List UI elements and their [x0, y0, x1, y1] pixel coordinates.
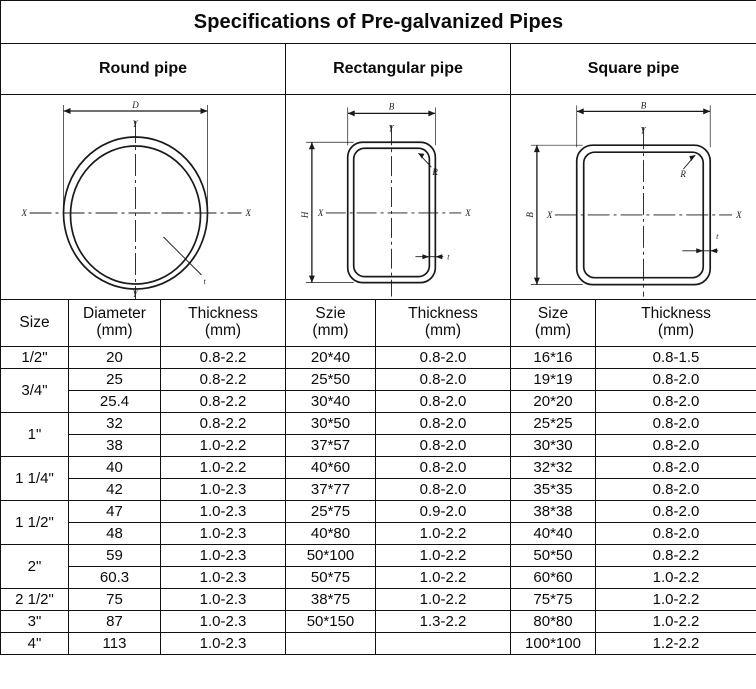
- pipe-type-round: Round pipe: [1, 44, 286, 95]
- square-width-label: B: [640, 100, 647, 111]
- cell-round-diameter: 60.3: [69, 567, 161, 589]
- cell-rect-size: 50*75: [286, 567, 376, 589]
- column-header-row: [1, 300, 756, 347]
- cell-rect-size: 25*50: [286, 369, 376, 391]
- cell-size: 2 1/2": [1, 589, 69, 611]
- cell-square-size: 80*80: [511, 611, 596, 633]
- cell-round-diameter: 48: [69, 523, 161, 545]
- rect-width-label: B: [388, 101, 395, 112]
- cell-rect-thickness: 0.8-2.0: [376, 391, 511, 413]
- cell-square-thickness: 0.8-2.0: [596, 391, 756, 413]
- cell-size: 3/4": [1, 369, 69, 413]
- column-header-round-diameter-line2: (mm): [96, 322, 133, 339]
- column-header-rect-thickness-line2: (mm): [424, 322, 462, 339]
- cell-rect-size: 30*50: [286, 413, 376, 435]
- cell-square-thickness: 0.8-2.0: [596, 413, 756, 435]
- column-header-square-thickness: [596, 300, 756, 347]
- cell-rect-size: 40*80: [286, 523, 376, 545]
- cell-square-size: 40*40: [511, 523, 596, 545]
- table-row: [1, 435, 756, 457]
- square-axis-y-top-label: Y: [640, 125, 646, 136]
- column-header-rect-size-line2: (mm): [312, 322, 349, 339]
- cell-rect-size: 30*40: [286, 391, 376, 413]
- cell-square-size: 75*75: [511, 589, 596, 611]
- rect-radius-label: R: [432, 167, 438, 178]
- column-header-round-thickness: [161, 300, 286, 347]
- square-thickness-label: t: [716, 231, 719, 241]
- round-axis-x-right-label: X: [245, 208, 251, 218]
- cell-round-diameter: 75: [69, 589, 161, 611]
- page-title: Specifications of Pre-galvanized Pipes: [1, 1, 756, 44]
- cell-rect-size: 37*57: [286, 435, 376, 457]
- cell-round-diameter: 25: [69, 369, 161, 391]
- cell-round-diameter: 47: [69, 501, 161, 523]
- cell-round-thickness: 1.0-2.3: [161, 501, 286, 523]
- cell-square-thickness: 1.0-2.2: [596, 589, 756, 611]
- cell-round-diameter: 42: [69, 479, 161, 501]
- cell-rect-thickness: 1.0-2.2: [376, 545, 511, 567]
- cell-round-thickness: 1.0-2.3: [161, 567, 286, 589]
- column-header-size: [1, 300, 69, 347]
- cell-rect-thickness: 0.8-2.0: [376, 347, 511, 369]
- cell-rect-size: 50*150: [286, 611, 376, 633]
- column-header-rect-size: [286, 300, 376, 347]
- cell-round-diameter: 32: [69, 413, 161, 435]
- square-height-label: B: [524, 212, 535, 218]
- cell-size: 1/2": [1, 347, 69, 369]
- square-pipe-cross-section: [511, 95, 756, 299]
- cell-round-diameter: 87: [69, 611, 161, 633]
- pipe-type-rectangular: Rectangular pipe: [286, 44, 511, 95]
- cell-square-size: 100*100: [511, 633, 596, 655]
- table-row: [1, 369, 756, 391]
- square-axis-x-left-label: X: [546, 209, 553, 220]
- cell-rect-thickness: 1.0-2.2: [376, 567, 511, 589]
- rectangular-pipe-cross-section: [286, 95, 510, 299]
- round-pipe-cross-section: [1, 95, 285, 299]
- cell-square-size: 19*19: [511, 369, 596, 391]
- column-header-rect-size-line1: Szie: [315, 305, 346, 323]
- cell-square-size: 20*20: [511, 391, 596, 413]
- round-axis-y-top-label: Y: [132, 119, 138, 129]
- cell-rect-thickness: 1.0-2.2: [376, 589, 511, 611]
- cell-square-thickness: 0.8-2.0: [596, 523, 756, 545]
- cell-square-thickness: 1.2-2.2: [596, 633, 756, 655]
- cell-square-size: 16*16: [511, 347, 596, 369]
- table-row: [1, 479, 756, 501]
- cell-round-thickness: 0.8-2.2: [161, 347, 286, 369]
- cell-square-thickness: 0.8-2.0: [596, 457, 756, 479]
- cell-round-thickness: 1.0-2.3: [161, 611, 286, 633]
- title-row: [1, 1, 756, 44]
- cell-size: 2": [1, 545, 69, 589]
- column-header-size-line1: Size: [19, 313, 50, 331]
- cell-round-thickness: 1.0-2.3: [161, 523, 286, 545]
- column-header-square-size: [511, 300, 596, 347]
- cell-round-diameter: 20: [69, 347, 161, 369]
- cell-size: 4": [1, 633, 69, 655]
- rect-height-label: H: [299, 211, 310, 219]
- cell-rect-size: 25*75: [286, 501, 376, 523]
- cell-rect-size: 38*75: [286, 589, 376, 611]
- cell-round-diameter: 38: [69, 435, 161, 457]
- cell-rect-size: 20*40: [286, 347, 376, 369]
- cell-rect-thickness: 1.3-2.2: [376, 611, 511, 633]
- table-row: [1, 501, 756, 523]
- pipe-type-header-row: [1, 44, 756, 95]
- cell-square-thickness: 0.8-2.0: [596, 501, 756, 523]
- table-row: [1, 457, 756, 479]
- cell-square-thickness: 0.8-2.0: [596, 479, 756, 501]
- cell-rect-size: 40*60: [286, 457, 376, 479]
- cell-round-diameter: 40: [69, 457, 161, 479]
- cell-rect-size: [286, 633, 376, 655]
- cell-rect-thickness: 1.0-2.2: [376, 523, 511, 545]
- table-row: [1, 633, 756, 655]
- cell-round-diameter: 113: [69, 633, 161, 655]
- cell-square-thickness: 0.8-2.0: [596, 435, 756, 457]
- cell-square-size: 30*30: [511, 435, 596, 457]
- column-header-round-diameter-line1: Diameter: [83, 305, 146, 323]
- cell-round-thickness: 1.0-2.3: [161, 479, 286, 501]
- column-header-round-thickness-line2: (mm): [204, 322, 242, 339]
- cell-square-thickness: 0.8-2.0: [596, 369, 756, 391]
- table-row: [1, 589, 756, 611]
- table-row: [1, 545, 756, 567]
- rect-axis-x-left-label: X: [317, 207, 324, 218]
- round-axis-x-left-label: X: [21, 208, 27, 218]
- cell-size: 1 1/2": [1, 501, 69, 545]
- table-row: [1, 413, 756, 435]
- column-header-rect-thickness-line1: Thickness: [408, 305, 478, 323]
- column-header-square-size-line1: Size: [537, 305, 569, 323]
- cell-round-diameter: 59: [69, 545, 161, 567]
- cell-rect-thickness: 0.8-2.0: [376, 457, 511, 479]
- column-header-round-diameter: [69, 300, 161, 347]
- cell-square-size: 32*32: [511, 457, 596, 479]
- column-header-square-thickness-line2: (mm): [657, 322, 695, 339]
- rectangular-pipe-figure-cell: [286, 95, 511, 300]
- cell-rect-thickness: 0.9-2.0: [376, 501, 511, 523]
- cell-rect-thickness: 0.8-2.0: [376, 479, 511, 501]
- pipe-type-square: Square pipe: [511, 44, 756, 95]
- cell-size: 1": [1, 413, 69, 457]
- cell-round-thickness: 1.0-2.2: [161, 457, 286, 479]
- table-row: [1, 523, 756, 545]
- cell-round-diameter: 25.4: [69, 391, 161, 413]
- round-axis-y-bottom-label: Y: [132, 289, 138, 299]
- cell-round-thickness: 1.0-2.3: [161, 545, 286, 567]
- cell-round-thickness: 1.0-2.3: [161, 589, 286, 611]
- square-pipe-figure-cell: [511, 95, 756, 300]
- cell-square-size: 38*38: [511, 501, 596, 523]
- cell-round-thickness: 0.8-2.2: [161, 413, 286, 435]
- column-header-square-size-line2: (mm): [534, 322, 572, 339]
- table-row: [1, 611, 756, 633]
- round-pipe-figure-cell: [1, 95, 286, 300]
- cell-rect-size: 37*77: [286, 479, 376, 501]
- cell-rect-thickness: [376, 633, 511, 655]
- column-header-square-thickness-line1: Thickness: [641, 305, 711, 323]
- table-row: [1, 567, 756, 589]
- rect-thickness-label: t: [447, 252, 450, 262]
- cell-size: 1 1/4": [1, 457, 69, 501]
- cell-square-thickness: 0.8-2.2: [596, 545, 756, 567]
- column-header-rect-thickness: [376, 300, 511, 347]
- cell-square-thickness: 1.0-2.2: [596, 567, 756, 589]
- square-axis-x-right-label: X: [736, 209, 742, 220]
- cell-square-thickness: 1.0-2.2: [596, 611, 756, 633]
- cell-size: 3": [1, 611, 69, 633]
- cell-square-size: 35*35: [511, 479, 596, 501]
- cell-round-thickness: 0.8-2.2: [161, 391, 286, 413]
- round-diameter-label: D: [132, 100, 139, 110]
- rect-axis-x-right-label: X: [465, 207, 471, 218]
- cell-rect-thickness: 0.8-2.0: [376, 369, 511, 391]
- square-radius-label: R: [680, 169, 686, 180]
- table-row: [1, 347, 756, 369]
- cell-round-thickness: 0.8-2.2: [161, 369, 286, 391]
- cell-square-thickness: 0.8-1.5: [596, 347, 756, 369]
- column-header-round-thickness-line1: Thickness: [188, 305, 258, 323]
- diagram-row: [1, 95, 756, 300]
- cell-rect-thickness: 0.8-2.0: [376, 413, 511, 435]
- round-thickness-label: t: [203, 277, 206, 286]
- rect-axis-y-top-label: Y: [388, 123, 394, 134]
- cell-rect-thickness: 0.8-2.0: [376, 435, 511, 457]
- cell-square-size: 50*50: [511, 545, 596, 567]
- cell-round-thickness: 1.0-2.3: [161, 633, 286, 655]
- cell-round-thickness: 1.0-2.2: [161, 435, 286, 457]
- table-row: [1, 391, 756, 413]
- cell-rect-size: 50*100: [286, 545, 376, 567]
- cell-square-size: 25*25: [511, 413, 596, 435]
- cell-square-size: 60*60: [511, 567, 596, 589]
